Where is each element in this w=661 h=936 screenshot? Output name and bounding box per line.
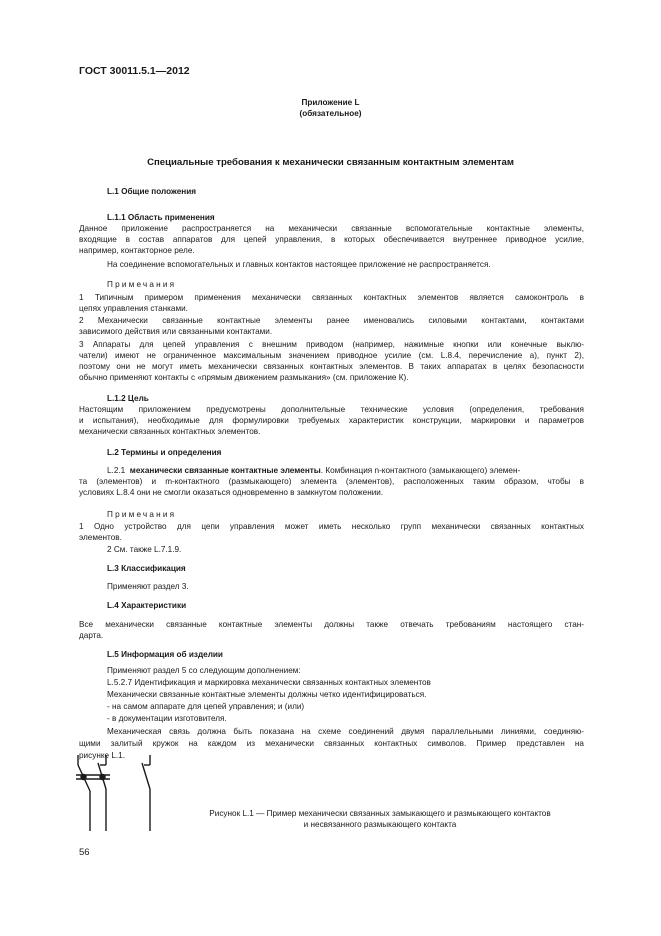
section-heading-l3: L.3 Классификация — [107, 564, 186, 573]
paragraph-line: дарта. — [79, 631, 104, 640]
note-line: 1 Одно устройство для цепи управления может иметь несколько групп механически связанных контактных — [79, 522, 584, 531]
section-heading-l1: L.1 Общие положения — [107, 187, 197, 196]
paragraph-line: Применяют раздел 5 со следующим дополнением: — [107, 666, 301, 675]
paragraph-line: Механически связанные контактные элементы должны четко идентифицироваться. — [107, 690, 427, 699]
paragraph-line: Настоящим приложением предусмотрены дополнительные технические условия (определения, требования — [79, 405, 584, 414]
figure-caption-line: Рисунок L.1 — Пример механически связанных замыкающего и размыкающего контактов — [209, 809, 551, 818]
paragraph-line: Данное приложение распространяется на механически связанные вспомогательные контактные элементы, — [79, 224, 584, 233]
note-line: 2 См. также L.7.1.9. — [107, 545, 182, 554]
section-heading-l12: L.1.2 Цель — [107, 394, 149, 403]
note-line: обычно применяют контакты с «прямым движением размыкания» (см. приложение К). — [79, 373, 409, 382]
note-line: зависимого действия или связанными контактами. — [79, 327, 273, 336]
main-title: Специальные требования к механически связанным контактным элементам — [147, 157, 514, 168]
definition-line: условиях L.8.4 они не смогли оказаться одновременно в замкнутом положении. — [79, 488, 384, 497]
link-dot — [80, 774, 86, 780]
page-number: 56 — [79, 847, 90, 858]
note-line: элементов. — [79, 533, 122, 542]
notes-label: Примечания — [107, 280, 177, 289]
link-dot — [99, 774, 105, 780]
contact-symbols-diagram — [74, 753, 158, 833]
definition-line — [107, 465, 520, 476]
paragraph-line: входящие в состав аппаратов для цепей управления, в которых обеспечивается внутреннее приводное усилие, — [79, 235, 584, 244]
paragraph-line: - на самом аппарате для цепей управления; и (или) — [107, 702, 305, 711]
paragraph-line: На соединение вспомогательных и главных контактов настоящее приложение не распространяется. — [107, 260, 491, 269]
definition-number: L.2.1 — [107, 466, 126, 475]
paragraph-line: Все механически связанные контактные элементы должны также отвечать требованиям настоящего стан- — [79, 620, 584, 629]
figure-caption — [160, 808, 600, 830]
paragraph-line: щими залитый кружок на каждом из механически связанных контактных символов. Пример представлен на — [79, 739, 584, 748]
note-line: цепях управления станками. — [79, 304, 188, 313]
note-line: 3 Аппараты для цепей управления с внешним приводом (например, нажимные кнопки или конечные выклю- — [79, 340, 584, 349]
contact-blade — [142, 763, 150, 789]
note-line: 1 Типичным примером применения механически связанных контактных элементов является самоконтроль в — [79, 293, 584, 302]
section-heading-l5: L.5 Информация об изделии — [107, 650, 223, 659]
definition-term: механически связанные контактные элементы — [129, 466, 321, 475]
figure-caption-line: и несвязанного размыкающего контакта — [303, 820, 457, 829]
paragraph-line: Механическая связь должна быть показана на схеме соединений двумя параллельными линиями, соединяю- — [107, 727, 584, 736]
definition-text: . Комбинация n-контактного (замыкающего) элемен- — [320, 466, 521, 475]
paragraph-line: например, контакторное реле. — [79, 246, 195, 255]
appendix-status: (обязательное) — [299, 109, 362, 118]
paragraph-line: механически связанных контактных элементов. — [79, 427, 261, 436]
definition-line: та (элементов) и m-контактного (размыкающего) элемента (элементов), расположенных таким образом, чтобы в — [79, 477, 584, 486]
paragraph-line: рисунке L.1. — [79, 751, 125, 760]
appendix-title: Приложение L — [301, 98, 360, 107]
section-heading-l2: L.2 Термины и определения — [107, 448, 222, 457]
paragraph-line: - в документации изготовителя. — [107, 714, 227, 723]
section-heading-l4: L.4 Характеристики — [107, 601, 187, 610]
note-line: чатели) имеют не ограниченное максимальным значением приводное усилие (см. L.8.4, перечисление а), пункт 2), — [79, 351, 584, 360]
paragraph-line: L.5.2.7 Идентификация и маркировка механически связанных контактных элементов — [107, 678, 431, 687]
section-heading-l11: L.1.1 Область применения — [107, 213, 215, 222]
notes-label: Примечания — [107, 510, 177, 519]
note-line: поэтому они не могут иметь механически связанных контактных элементов. В таких аппаратах в целях безопасности — [79, 362, 584, 371]
paragraph-line: Применяют раздел 3. — [107, 582, 189, 591]
paragraph-line: и испытания), необходимые для формулировки требуемых характеристик конструкции, маркировки и параметров — [79, 416, 584, 425]
standard-header: ГОСТ 30011.5.1—2012 — [79, 65, 190, 77]
note-line: 2 Механически связанные контактные элементы ранее именовались силовыми контактами, контактами — [79, 316, 584, 325]
